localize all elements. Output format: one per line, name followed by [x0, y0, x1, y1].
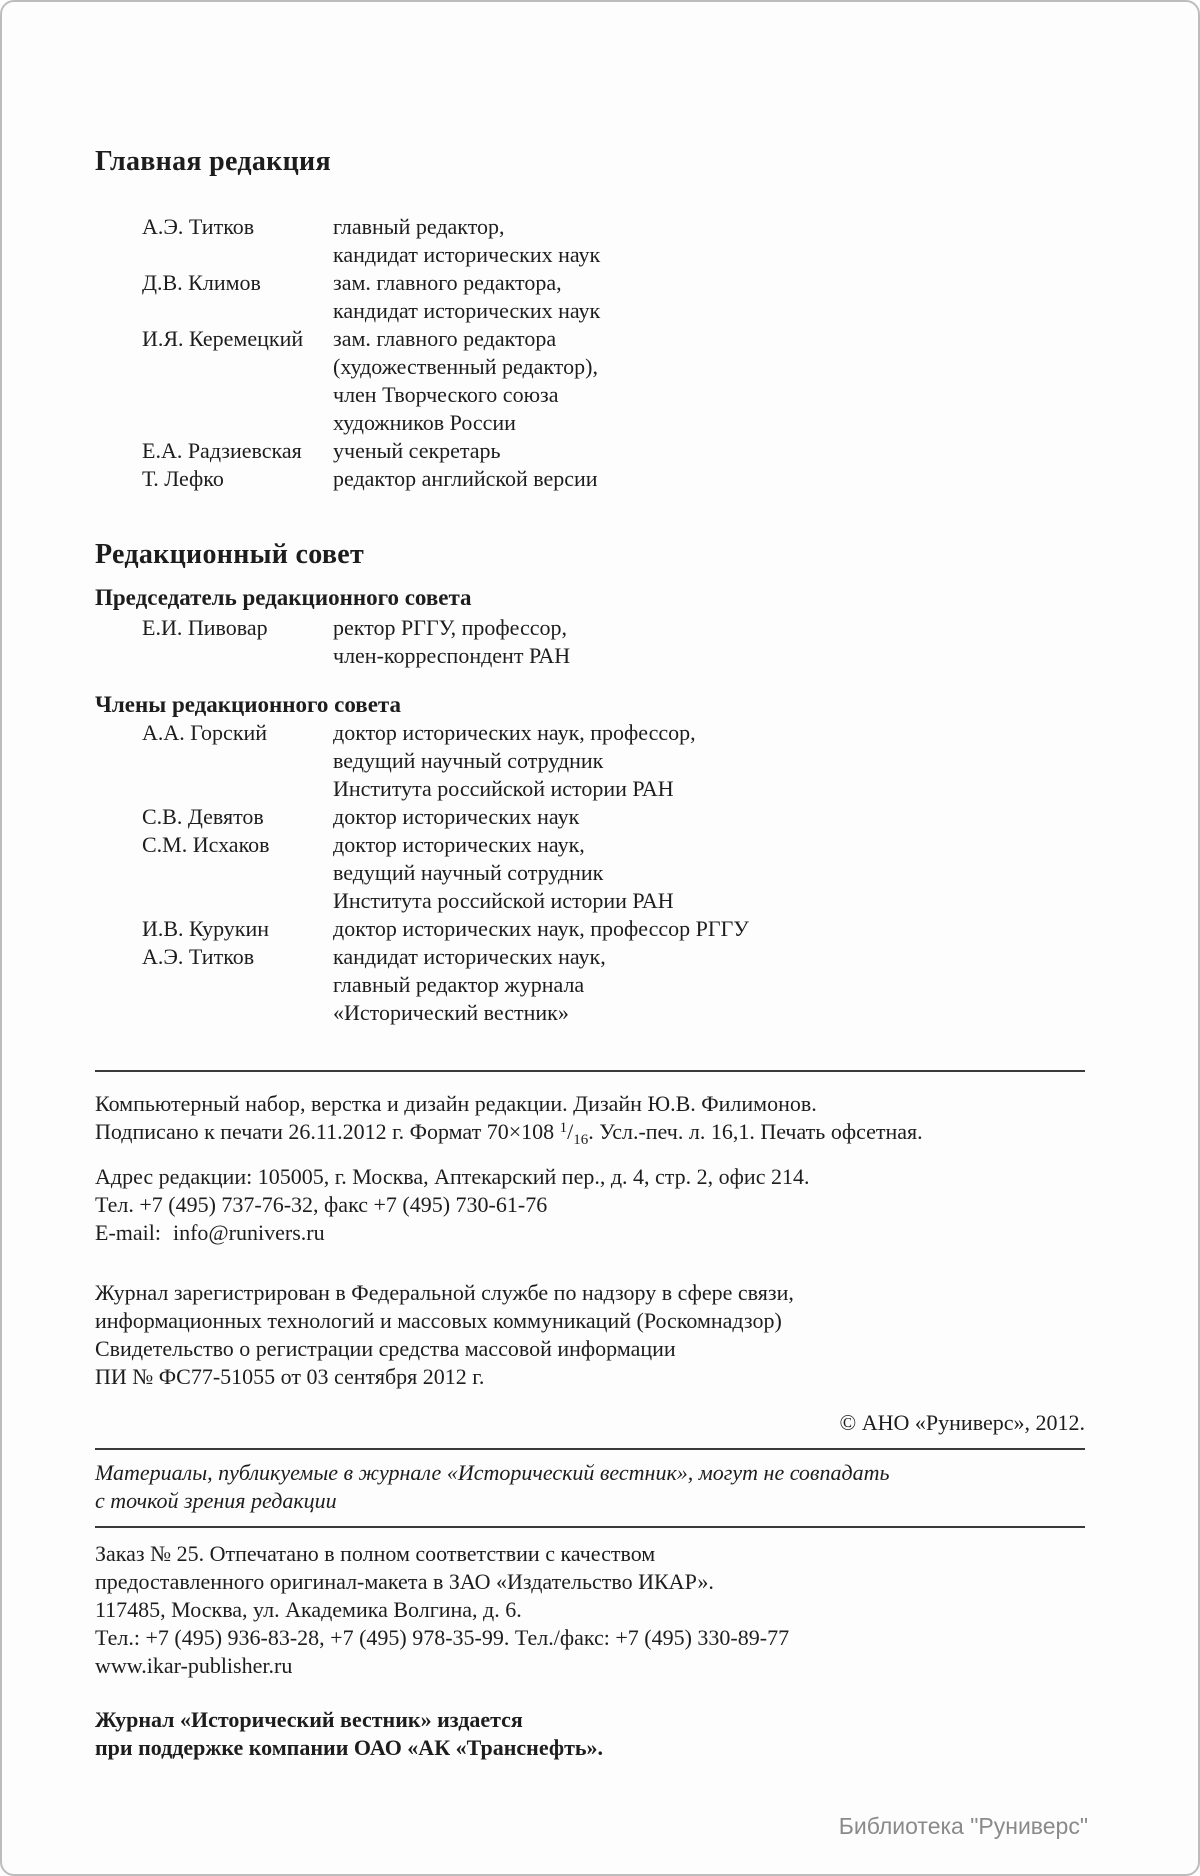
disclaimer-block — [95, 1459, 1085, 1515]
editor-role — [333, 915, 1085, 943]
editor-name: Д.В. Климов — [142, 270, 261, 295]
fraction-numerator: 1 — [559, 1120, 568, 1136]
editor-role-line: главный редактор, — [333, 214, 505, 239]
editor-role-line: Института российской истории РАН — [333, 888, 674, 913]
editor-role — [333, 213, 1085, 269]
editor-role-line: «Исторический вестник» — [333, 1000, 569, 1025]
registration-block — [95, 1279, 1085, 1391]
fraction-denominator: 16 — [573, 1132, 589, 1148]
production-line: Компьютерный набор, верстка и дизайн редакции. Дизайн Ю.В. Филимонов. — [95, 1091, 817, 1116]
editor-role-line: член Творческого союза — [333, 382, 559, 407]
production-line2-suffix: . Усл.-печ. л. 16,1. Печать офсетная. — [588, 1119, 923, 1144]
editor-name: Т. Лефко — [142, 466, 224, 491]
divider-rule — [95, 1070, 1085, 1072]
editor-row — [95, 213, 1085, 269]
format-fraction — [559, 1119, 589, 1148]
disclaimer-line: с точкой зрения редакции — [95, 1488, 337, 1513]
editor-role-line: зам. главного редактора, — [333, 270, 562, 295]
editor-row — [95, 831, 1085, 915]
editor-name: С.В. Девятов — [142, 804, 264, 829]
email-address: info@runivers.ru — [172, 1220, 325, 1245]
main-editorial-list — [95, 213, 1085, 493]
phone-line: Тел. +7 (495) 737-76-32, факс +7 (495) 730-61-76 — [95, 1192, 548, 1217]
divider-rule — [95, 1448, 1085, 1450]
printing-line: Тел.: +7 (495) 936-83-28, +7 (495) 978-35-99. Тел./факс: +7 (495) 330-89-77 — [95, 1625, 790, 1650]
fraction-slash: / — [567, 1119, 574, 1144]
editor-role-line: кандидат исторических наук — [333, 242, 601, 267]
editor-row — [95, 915, 1085, 943]
editor-role-line: Института российской истории РАН — [333, 776, 674, 801]
editor-role-line: ведущий научный сотрудник — [333, 860, 604, 885]
council-heading: Редакционный совет — [95, 539, 365, 570]
council-chairman-heading: Председатель редакционного совета — [95, 585, 472, 610]
editor-name: А.А. Горский — [142, 720, 268, 745]
editor-row — [95, 437, 1085, 465]
registration-line: ПИ № ФС77-51055 от 03 сентября 2012 г. — [95, 1364, 485, 1389]
registration-line: информационных технологий и массовых коммуникаций (Роскомнадзор) — [95, 1308, 782, 1333]
support-block — [95, 1706, 1085, 1762]
council-chairman — [95, 614, 1085, 670]
address-line: Адрес редакции: 105005, г. Москва, Аптекарский пер., д. 4, стр. 2, офис 214. — [95, 1164, 810, 1189]
editor-role-line: член-корреспондент РАН — [333, 643, 571, 668]
editor-row — [95, 943, 1085, 1027]
editor-role — [333, 943, 1085, 1027]
editor-role-line: кандидат исторических наук, — [333, 944, 606, 969]
editor-role — [333, 465, 1085, 493]
printing-line: 117485, Москва, ул. Академика Волгина, д. 6. — [95, 1597, 522, 1622]
support-line: Журнал «Исторический вестник» издается — [95, 1707, 523, 1732]
editor-role-line: ведущий научный сотрудник — [333, 748, 604, 773]
editor-name: И.В. Курукин — [142, 916, 270, 941]
editor-name: Е.И. Пивовар — [142, 615, 268, 640]
printing-line: предоставленного оригинал-макета в ЗАО «Издательство ИКАР». — [95, 1569, 714, 1594]
editor-row — [95, 719, 1085, 803]
editor-role-line: доктор исторических наук, профессор РГГУ — [333, 916, 749, 941]
registration-line: Свидетельство о регистрации средства массовой информации — [95, 1336, 676, 1361]
editor-role — [333, 719, 1085, 803]
editor-role-line: доктор исторических наук, — [333, 832, 585, 857]
email-line — [95, 1219, 1085, 1247]
main-editorial-heading: Главная редакция — [95, 146, 331, 177]
council-members-list — [95, 719, 1085, 1027]
editor-role-line: ректор РГГУ, профессор, — [333, 615, 568, 640]
copyright-line: © АНО «Руниверс», 2012. — [839, 1410, 1085, 1435]
editor-role — [333, 803, 1085, 831]
editor-role-line: кандидат исторических наук — [333, 298, 601, 323]
divider-rule — [95, 1526, 1085, 1528]
editor-role — [333, 269, 1085, 325]
editor-name: А.Э. Титков — [142, 214, 255, 239]
disclaimer-line: Материалы, публикуемые в журнале «Исторический вестник», могут не совпадать — [95, 1460, 890, 1485]
editor-role-line: (художественный редактор), — [333, 354, 598, 379]
email-label: E-mail: — [95, 1220, 161, 1245]
editor-role — [333, 437, 1085, 465]
printing-block — [95, 1540, 1085, 1680]
printing-website: www.ikar-publisher.ru — [95, 1653, 293, 1678]
support-line: при поддержке компании ОАО «АК «Транснефть». — [95, 1735, 604, 1760]
editor-role-line: доктор исторических наук — [333, 804, 580, 829]
editor-role-line: ученый секретарь — [333, 438, 501, 463]
editor-role-line: зам. главного редактора — [333, 326, 557, 351]
production-line2-prefix: Подписано к печати 26.11.2012 г. Формат 70×108 — [95, 1119, 560, 1144]
editor-row — [95, 465, 1085, 493]
editor-name: С.М. Исхаков — [142, 832, 270, 857]
editor-name: А.Э. Титков — [142, 944, 255, 969]
editor-row — [95, 803, 1085, 831]
editor-role-line: художников России — [333, 410, 516, 435]
printing-line: Заказ № 25. Отпечатано в полном соответствии с качеством — [95, 1541, 656, 1566]
editor-row — [95, 614, 1085, 670]
address-block — [95, 1163, 1085, 1247]
editor-row — [95, 325, 1085, 437]
editor-role — [333, 614, 1085, 670]
editor-role-line: главный редактор журнала — [333, 972, 585, 997]
council-members-heading: Члены редакционного совета — [95, 692, 402, 717]
registration-line: Журнал зарегистрирован в Федеральной службе по надзору в сфере связи, — [95, 1280, 794, 1305]
editor-row — [95, 269, 1085, 325]
editor-role — [333, 831, 1085, 915]
production-line — [95, 1118, 1085, 1146]
editor-name: И.Я. Керемецкий — [142, 326, 304, 351]
production-block — [95, 1090, 1085, 1146]
editor-role-line: редактор английской версии — [333, 466, 598, 491]
editor-role — [333, 325, 1085, 437]
editor-role-line: доктор исторических наук, профессор, — [333, 720, 696, 745]
library-watermark: Библиотека "Руниверс" — [838, 1813, 1088, 1839]
editor-name: Е.А. Радзиевская — [142, 438, 302, 463]
